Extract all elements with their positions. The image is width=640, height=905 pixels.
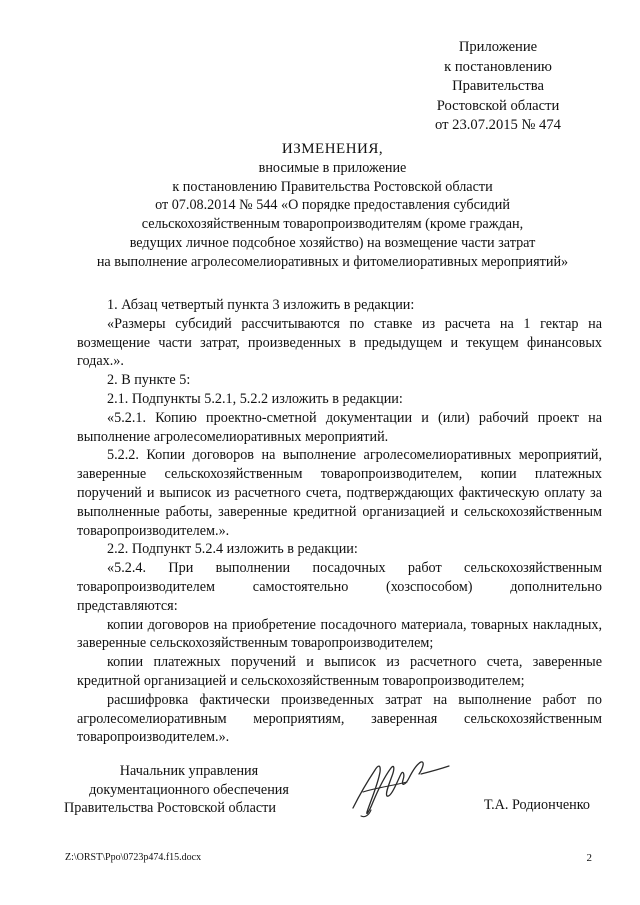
body-paragraph: 2.1. Подпункты 5.2.1, 5.2.2 изложить в редакции: [107,390,403,407]
body-paragraph: «5.2.1. Копию проектно-сметной документации и (или) рабочий проект на выполнение агролесомелиоративных мероприятий. [77,409,602,445]
subtitle-line: к постановлению Правительства Ростовской области [172,178,493,195]
body-paragraph: копии платежных поручений и выписок из расчетного счета, заверенные кредитной организацией и сельскохозяйственным товаропроизводителем; [77,654,602,689]
signatory-name: Т.А. Родионченко [483,797,590,813]
appendix-line: от 23.07.2015 № 474 [435,117,561,134]
title-block [40,140,625,272]
body-paragraph: 5.2.2. Копии договоров на выполнение агролесомелиоративных мероприятий, заверенные сельскохозяйственным товаропроизводителем, копии платежных поручений и выписок из расчетного счета, подтверждающих фактическую оплату за выполненные работы, заверенные кредитной организацией и сельскохозяйственным товаропроизводителем.». [77,447,602,539]
footer-file-path: Z:\ORST\Ppo\0723p474.f15.docx [65,852,202,863]
subtitle-line: от 07.08.2014 № 544 «О порядке предоставления субсидий [155,197,510,214]
body-paragraph: «Размеры субсидий рассчитываются по ставке из расчета на 1 гектар на возмещение части затрат, произведенных в предыдущем и текущем финансовых годах.». [77,315,602,370]
subtitle-line: на выполнение агролесомелиоративных и фитомелиоративных мероприятий» [96,253,569,270]
document-body [77,296,602,747]
appendix-line: Ростовской области [436,97,560,114]
appendix-line: Правительства [452,78,544,95]
signatory-position-line: Правительства Ростовской области [64,800,276,817]
signatory-position [64,762,314,818]
body-paragraph: «5.2.4. При выполнении посадочных работ сельскохозяйственным товаропроизводителем самостоятельно (хозспособом) дополнительно представляются: [77,560,602,614]
page-number: 2 [586,852,592,864]
appendix-line: Приложение [458,39,538,55]
subtitle-line: сельскохозяйственным товаропроизводителям (кроме граждан, [141,216,524,233]
body-paragraph: 2. В пункте 5: [107,372,191,389]
appendix-header [408,38,588,136]
handwritten-signature [345,752,457,822]
appendix-line: к постановлению [444,58,552,75]
signatory-position-line: Начальник управления [119,763,259,779]
signatory-position-line: документационного обеспечения [89,781,289,798]
subtitle-line: вносимые в приложение [258,159,407,176]
body-paragraph: копии договоров на приобретение посадочного материала, товарных накладных, заверенные сельскохозяйственным товаропроизводителем; [77,616,602,652]
body-paragraph: 1. Абзац четвертый пункта 3 изложить в редакции: [107,297,415,313]
subtitle-line: ведущих личное подсобное хозяйство) на возмещение части затрат [129,234,536,251]
document-title: ИЗМЕНЕНИЯ, [281,141,384,157]
body-paragraph: расшифровка фактически произведенных затрат на выполнение работ по агролесомелиоративным мероприятиям, заверенная сельскохозяйственным товаропроизводителем.». [77,691,602,746]
body-paragraph: 2.2. Подпункт 5.2.4 изложить в редакции: [107,541,358,558]
